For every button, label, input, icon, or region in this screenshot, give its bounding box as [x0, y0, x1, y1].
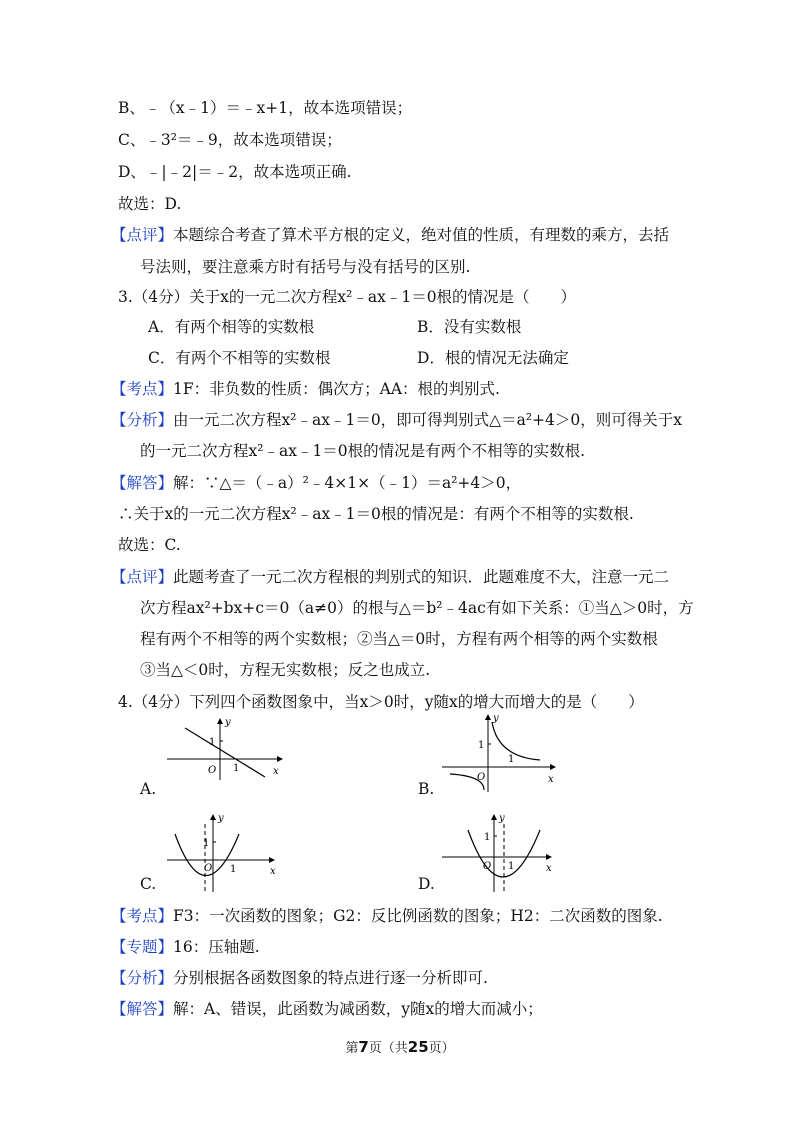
- graph-a-label: A.: [140, 780, 157, 798]
- review-text: 此题考查了一元二次方程根的判别式的知识．此题难度不大，注意一元二: [173, 568, 670, 586]
- graph-d-parabola: [440, 812, 560, 894]
- tick-1-x: 1: [233, 763, 240, 774]
- question-4-title: 4.（4分）下列四个函数图象中，当x＞0时，y随x的增大而增大的是（ ）: [118, 693, 644, 711]
- q3-option-d: D．根的情况无法确定: [417, 349, 569, 367]
- question-3-title: 3.（4分）关于x的一元二次方程x²﹣ax﹣1＝0根的情况是（ ）: [118, 288, 577, 306]
- analysis-3: [111, 409, 682, 431]
- page-footer: [0, 1037, 800, 1056]
- knowledge-tag: 【考点】: [111, 380, 174, 398]
- y-axis-label: y: [225, 717, 231, 728]
- tick-1-x: 1: [230, 864, 237, 875]
- graph-a-linear-decreasing: [165, 716, 285, 782]
- solution-tag: 【解答】: [111, 1000, 174, 1018]
- graph-d-label: D.: [418, 875, 435, 893]
- footer-middle: 页（共: [368, 1041, 408, 1056]
- x-axis-label: x: [273, 766, 279, 777]
- review-block-3: [111, 566, 669, 588]
- review-tag: 【点评】: [111, 226, 174, 244]
- q3-option-b: B．没有实数根: [417, 318, 522, 336]
- origin-label: O: [204, 863, 213, 874]
- analysis-tag: 【分析】: [111, 969, 174, 987]
- tick-1-y: 1: [209, 737, 216, 748]
- origin-label: O: [208, 765, 217, 776]
- q3-option-a: A．有两个相等的实数根: [148, 318, 315, 336]
- topic-4: [111, 936, 260, 958]
- tick-1-y: 1: [203, 838, 210, 849]
- solution-3: [111, 472, 521, 494]
- graph-c-label: C.: [140, 875, 157, 893]
- knowledge-text: 1F：非负数的性质：偶次方；AA：根的判别式.: [173, 380, 500, 398]
- graph-c-parabola: [165, 812, 285, 894]
- y-axis-label: y: [493, 713, 499, 724]
- option-b-explanation: B、﹣（x﹣1）＝﹣x+1，故本选项错误；: [118, 99, 413, 117]
- tick-1-y: 1: [484, 832, 491, 843]
- option-c-explanation: C、﹣3²＝﹣9，故本选项错误；: [118, 131, 342, 149]
- tick-1-x: 1: [508, 861, 515, 872]
- solution-tag: 【解答】: [111, 474, 174, 492]
- analysis-4: [111, 967, 488, 989]
- solution-4: [111, 998, 543, 1020]
- review-3-line-2: 次方程ax²+bx+c＝0（a≠0）的根与△＝b²﹣4ac有如下关系：①当△＞0时，方: [140, 599, 694, 617]
- tick-1-x: 1: [508, 754, 515, 765]
- analysis-text: 由一元二次方程x²﹣ax﹣1＝0，即可得判别式△＝a²+4＞0，则可得关于x: [173, 411, 683, 429]
- review-3-line-3: 程有两个不相等的两个实数根；②当△＝0时，方程有两个相等的两个实数根: [140, 630, 658, 648]
- x-axis-label: x: [548, 774, 554, 785]
- analysis-3-cont: 的一元二次方程x²﹣ax﹣1＝0根的情况是有两个不相等的实数根.: [140, 442, 586, 460]
- footer-prefix: 第: [345, 1041, 359, 1056]
- knowledge-tag: 【考点】: [111, 907, 174, 925]
- y-axis-label: y: [218, 813, 224, 824]
- page-number: 7: [358, 1038, 369, 1056]
- origin-label: O: [477, 772, 486, 783]
- topic-text: 16：压轴题.: [173, 938, 260, 956]
- origin-label: O: [483, 861, 492, 872]
- knowledge-text: F3：一次函数的图象；G2：反比例函数的图象；H2：二次函数的图象.: [173, 907, 663, 925]
- review-3-line-4: ③当△＜0时，方程无实数根；反之也成立.: [140, 661, 431, 679]
- knowledge-point-3: [111, 378, 500, 400]
- answer-3: 故选：C.: [118, 536, 181, 554]
- review-tag: 【点评】: [111, 568, 174, 586]
- footer-suffix: 页）: [428, 1041, 455, 1056]
- analysis-text: 分别根据各函数图象的特点进行逐一分析即可.: [173, 969, 488, 987]
- knowledge-point-4: [111, 905, 663, 927]
- q3-option-c: C．有两个不相等的实数根: [148, 349, 331, 367]
- graph-b-label: B.: [418, 780, 435, 798]
- review-text: 本题综合考查了算术平方根的定义，绝对值的性质，有理数的乘方，去括: [173, 226, 670, 244]
- solution-text: 解：A、错误，此函数为减函数，y随x的增大而减小；: [173, 1000, 543, 1018]
- x-axis-label: x: [270, 866, 276, 877]
- answer-line: 故选：D.: [118, 195, 182, 213]
- x-axis-label: x: [546, 863, 552, 874]
- tick-1-y: 1: [478, 740, 485, 751]
- topic-tag: 【专题】: [111, 938, 174, 956]
- solution-3-cont: ∴关于x的一元二次方程x²﹣ax﹣1＝0根的情况是：有两个不相等的实数根.: [118, 505, 634, 523]
- solution-text: 解：∵△＝（﹣a）²﹣4×1×（﹣1）＝a²+4＞0，: [173, 474, 522, 492]
- analysis-tag: 【分析】: [111, 411, 174, 429]
- option-d-explanation: D、﹣|﹣2|＝﹣2，故本选项正确.: [118, 163, 352, 181]
- review-text-cont: 号法则，要注意乘方时有括号与没有括号的区别.: [140, 258, 471, 276]
- graph-b-reciprocal: [440, 712, 560, 792]
- y-axis-label: y: [499, 813, 505, 824]
- page-total: 25: [407, 1038, 429, 1056]
- review-block-2: [111, 224, 669, 246]
